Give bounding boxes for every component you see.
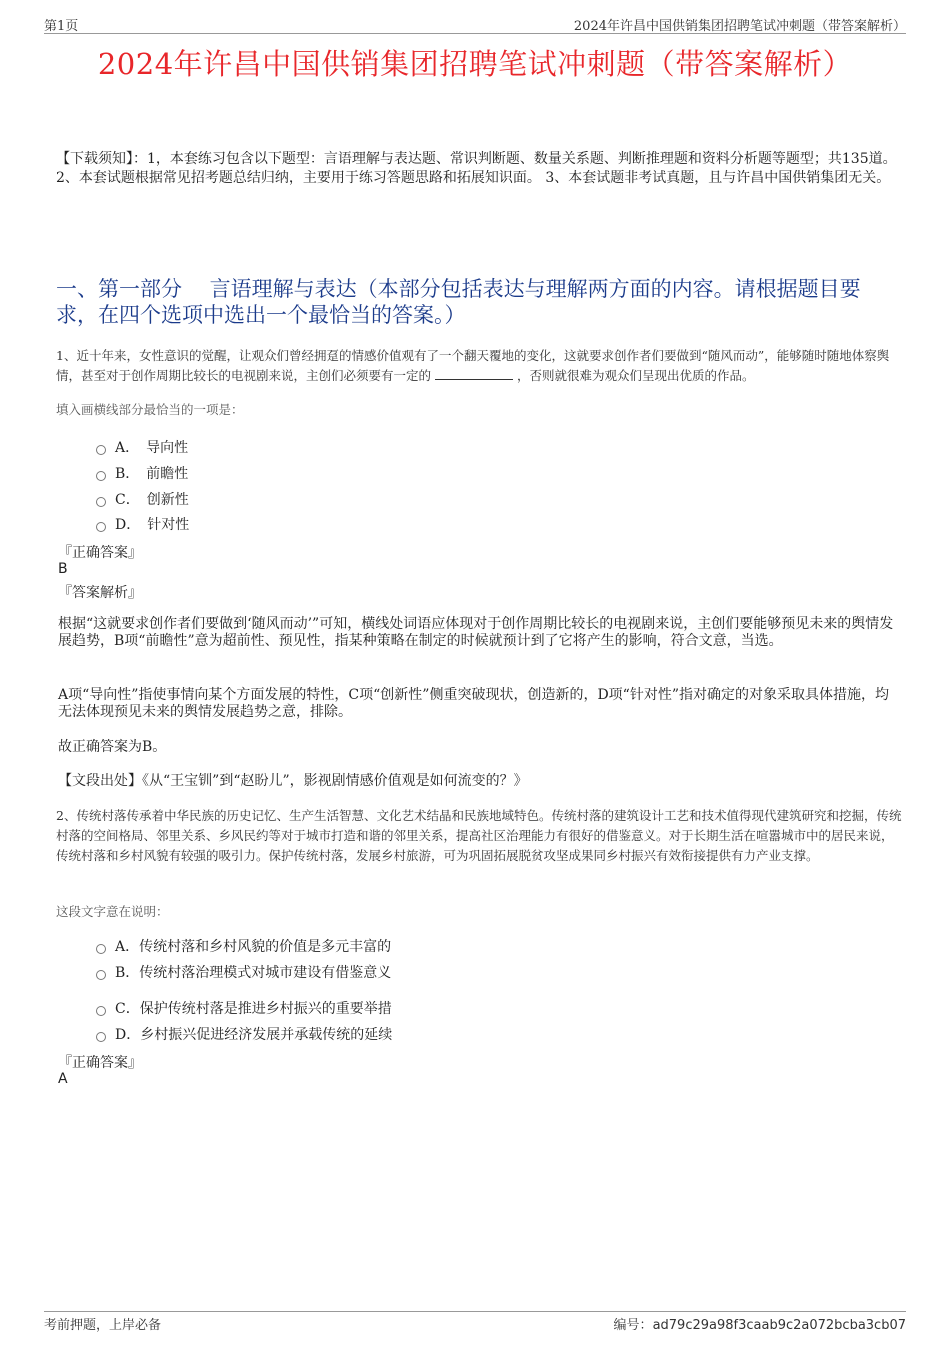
footer-code-value: ad79c29a98f3caab9c2a072bcba3cb07	[652, 1318, 906, 1333]
option-label: C． 创新性	[115, 492, 189, 508]
header-doc-title: 2024年许昌中国供销集团招聘笔试冲刺题（带答案解析）	[573, 19, 906, 34]
q2-answer: A	[58, 1071, 68, 1087]
q2-option-c[interactable]	[96, 998, 392, 1018]
q1-option-b[interactable]	[96, 463, 188, 483]
q1-analysis-para-3: 故正确答案为B。	[58, 739, 167, 755]
radio-icon[interactable]	[96, 1032, 106, 1042]
question-2-stem: 2、传统村落传承着中华民族的历史记忆、生产生活智慧、文化艺术结晶和民族地域特色。传统村落的建筑设计工艺和技术值得现代建筑研究和挖掘，传统村落的空间格局、邻里关系、乡风民约等对于城市打造和谐的邻里关系，提高社区治理能力有很好的借鉴意义。对于长期生活在喧嚣城市中的居民来说，传统村落和乡村风貌有较强的吸引力。保护传统村落，发展乡村旅游，可为巩固拓展脱贫攻坚成果同乡村振兴有效衔接提供有力产业支撑。	[56, 808, 902, 863]
option-label: D． 针对性	[115, 517, 190, 533]
section-heading: 一、第一部分 言语理解与表达（本部分包括表达与理解两方面的内容。请根据题目要求，在四个选项中选出一个最恰当的答案。）	[56, 277, 861, 327]
radio-icon[interactable]	[96, 970, 106, 980]
q1-analysis-para-2: A项“导向性”指使事情向某个方面发展的特性，C项“创新性”侧重突破现状，创造新的，D项“针对性”指对确定的对象采取具体措施，均无法体现预见未来的舆情发展趋势之意，排除。	[58, 687, 889, 720]
q2-option-a[interactable]	[96, 936, 391, 956]
q1-option-c[interactable]	[96, 489, 189, 509]
question-1-prompt: 填入画横线部分最恰当的一项是：	[56, 402, 244, 417]
question-1-stem-text: 1、近十年来，女性意识的觉醒，让观众们曾经拥趸的情感价值观有了一个翻天覆地的变化，这就要求创作者们要做到“随风而动”，能够随时随地体察舆情，甚至对于创作周期比较长的电视剧来说，主创们必须要有一定的	[56, 348, 890, 383]
footer-slogan: 考前押题，上岸必备	[44, 1318, 162, 1333]
q1-answer: B	[58, 561, 68, 577]
q2-option-b[interactable]	[96, 962, 391, 982]
radio-icon[interactable]	[96, 497, 106, 507]
page-number: 第1页	[44, 19, 79, 34]
page-title: 2024年许昌中国供销集团招聘笔试冲刺题（带答案解析）	[97, 47, 853, 81]
option-label: B． 前瞻性	[115, 466, 189, 482]
q1-analysis-para-1: 根据“这就要求创作者们要做到‘随风而动’”可知，横线处词语应体现对于创作周期比较长的电视剧来说，主创们要能够预见未来的舆情发展趋势，B项“前瞻性”意为超前性、预见性，指某种策略在制定的时候就预计到了它将产生的影响，符合文意，当选。	[58, 616, 894, 649]
radio-icon[interactable]	[96, 522, 106, 532]
q1-option-d[interactable]	[96, 514, 189, 534]
option-label: A．传统村落和乡村风貌的价值是多元丰富的	[115, 939, 392, 955]
radio-icon[interactable]	[96, 944, 106, 954]
option-label: A． 导向性	[115, 440, 189, 456]
q1-option-a[interactable]	[96, 437, 188, 457]
question-1-stem	[56, 346, 902, 386]
download-notice: 【下载须知】：1，本套练习包含以下题型：言语理解与表达题、常识判断题、数量关系题、判断推理题和资料分析题等题型；共135道。 2、本套试题根据常见招考题总结归纳，主要用于练习答题思路和拓展知识面。 3、本套试题非考试真题，且与许昌中国供销集团无关。	[56, 151, 897, 186]
q2-answer-label: 『正确答案』	[58, 1055, 142, 1071]
footer-rule	[44, 1311, 906, 1312]
q1-answer-label: 『正确答案』	[58, 545, 142, 561]
radio-icon[interactable]	[96, 1006, 106, 1016]
q1-source: 【文段出处】《从“王宝钏”到“赵盼儿”，影视剧情感价值观是如何流变的？》	[58, 773, 528, 789]
radio-icon[interactable]	[96, 445, 106, 455]
fill-blank	[435, 368, 513, 380]
q1-analysis-label: 『答案解析』	[58, 585, 142, 601]
footer-code	[614, 1314, 906, 1333]
footer-code-label: 编号：	[613, 1318, 653, 1333]
header-rule	[44, 33, 906, 34]
option-label: B．传统村落治理模式对城市建设有借鉴意义	[115, 965, 392, 981]
question-1-stem-tail: ，否则就很难为观众们呈现出优质的作品。	[517, 368, 755, 383]
radio-icon[interactable]	[96, 471, 106, 481]
option-label: D．乡村振兴促进经济发展并承载传统的延续	[115, 1027, 393, 1043]
q2-option-d[interactable]	[96, 1024, 392, 1044]
question-2-prompt: 这段文字意在说明：	[56, 904, 169, 919]
option-label: C．保护传统村落是推进乡村振兴的重要举措	[115, 1001, 392, 1017]
